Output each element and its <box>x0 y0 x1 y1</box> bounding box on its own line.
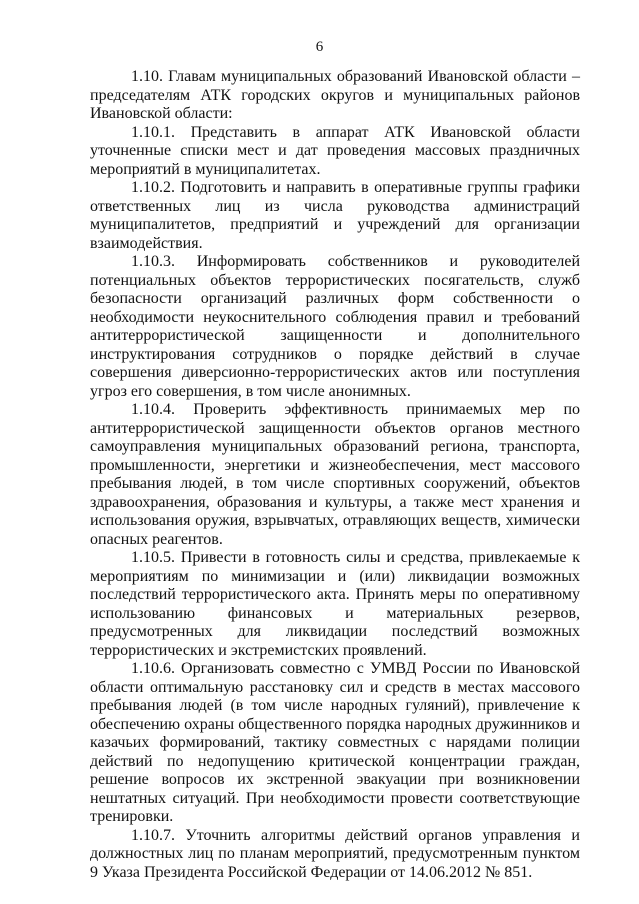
paragraph-1-10-7: 1.10.7. Уточнить алгоритмы действий органов управления и должностных лиц по планам мероприятий, предусмотренным пунктом 9 Указа Президента Российской Федерации от 14.06.2012 № 851. <box>90 826 580 881</box>
paragraph-1-10-2: 1.10.2. Подготовить и направить в оперативные группы графики ответственных лиц из числа руководства администраций муниципалитетов, предприятий и учреждений для организации взаимодействия. <box>90 179 580 252</box>
page-number: 6 <box>315 39 324 55</box>
paragraph-1-10-4: 1.10.4. Проверить эффективность принимаемых мер по антитеррористической защищенности объектов органов местного самоуправления муниципальных образований региона, транспорта, промышленности, энергетики и жизнеобеспечения, мест массового пребывания людей, в том числе спортивных сооружений, объектов здравоохранения, образования и культуры, а также мест хранения и использования оружия, взрывчатых, отравляющих веществ, химически опасных реагентов. <box>90 401 580 548</box>
paragraph-1-10-6: 1.10.6. Организовать совместно с УМВД России по Ивановской области оптимальную расстановку сил и средств в местах массового пребывания людей (в том числе народных гуляний), привлечение к обеспечению охраны общественного порядка народных дружинников и казачьих формирований, тактику совместных с нарядами полиции действий по недопущению критической концентрации граждан, решение вопросов их экстренной эвакуации при возникновении нештатных ситуаций. При необходимости провести соответствующие тренировки. <box>90 660 580 825</box>
paragraph-1-10: 1.10. Главам муниципальных образований Ивановской области – председателям АТК городских округов и муниципальных районов Ивановской области: <box>90 68 580 122</box>
paragraph-1-10-5: 1.10.5. Привести в готовность силы и средства, привлекаемые к мероприятиям по минимизации и (или) ликвидации возможных последствий террористического акта. Принять меры по оперативному использованию финансовых и материальных резервов, предусмотренных для ликвидации последствий возможных террористических и экстремистских проявлений. <box>90 549 580 659</box>
document-body <box>90 68 580 882</box>
paragraph-1-10-1: 1.10.1. Представить в аппарат АТК Ивановской области уточненные списки мест и дат проведения массовых праздничных мероприятий в муниципалитетах. <box>90 123 580 178</box>
paragraph-1-10-3: 1.10.3. Информировать собственников и руководителей потенциальных объектов террористических посягательств, служб безопасности организаций различных форм собственности о необходимости неукоснительного соблюдения правил и требований антитеррористической защищенности и дополнительного инструктирования сотрудников о порядке действий в случае совершения диверсионно-террористических актов или поступления угроз его совершения, в том числе анонимных. <box>90 253 580 400</box>
